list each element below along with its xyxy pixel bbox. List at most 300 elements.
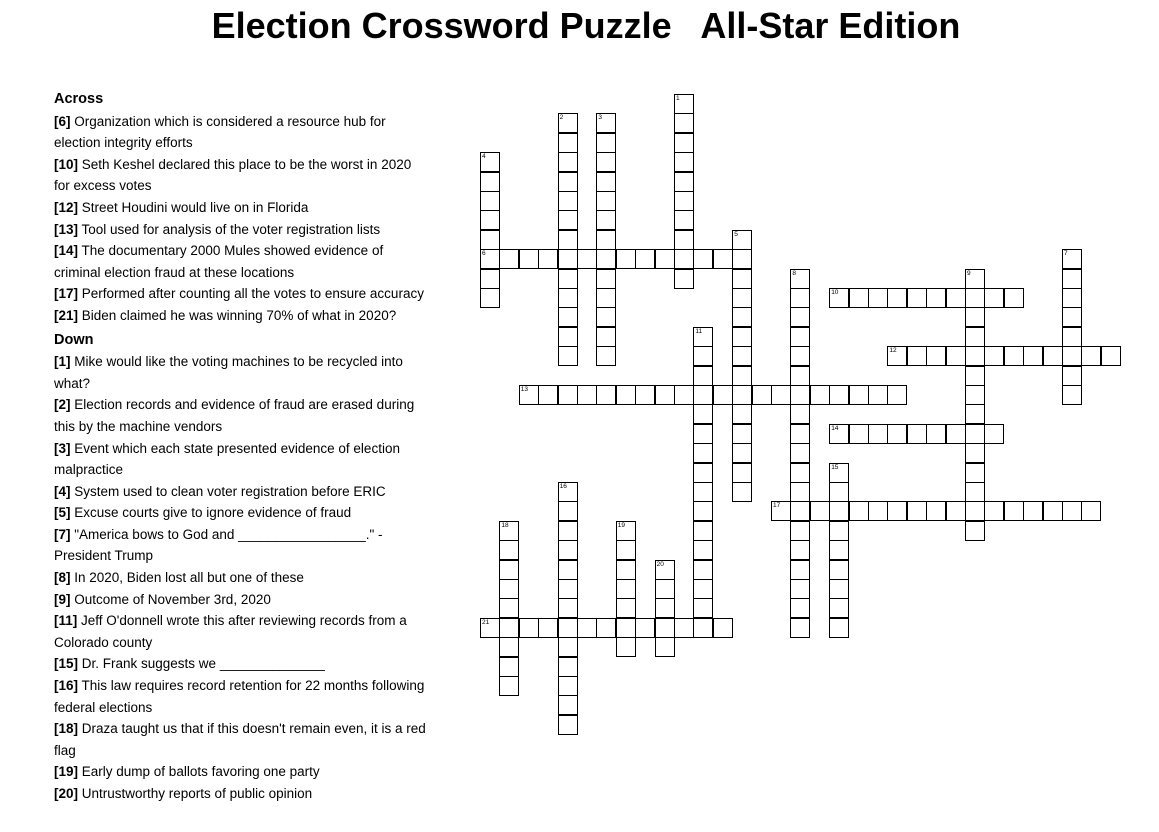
grid-cell[interactable] <box>538 249 558 269</box>
grid-cell[interactable] <box>596 288 616 308</box>
grid-cell[interactable] <box>1062 249 1082 269</box>
clue-text: Dr. Frank suggests we ______________ <box>78 656 325 672</box>
down-clues <box>54 351 430 804</box>
grid-cell[interactable] <box>596 113 616 133</box>
across-clue <box>54 111 430 154</box>
grid-cell[interactable] <box>829 424 849 444</box>
grid-cell[interactable] <box>829 482 849 502</box>
grid-cell[interactable] <box>616 249 636 269</box>
grid-cell[interactable] <box>732 249 752 269</box>
grid-cell[interactable] <box>849 385 869 405</box>
grid-cell[interactable] <box>1043 346 1063 366</box>
grid-cell[interactable] <box>480 249 500 269</box>
grid-cell[interactable] <box>480 269 500 289</box>
grid-cell[interactable] <box>596 307 616 327</box>
clue-number: [11] <box>54 613 78 629</box>
grid-cell[interactable] <box>790 443 810 463</box>
clue-number: [4] <box>54 483 71 499</box>
grid-cell[interactable] <box>829 501 849 521</box>
grid-cell[interactable] <box>693 560 713 580</box>
grid-cell[interactable] <box>499 676 519 696</box>
grid-cell[interactable] <box>829 618 849 638</box>
across-clue <box>54 305 430 327</box>
clue-text: Organization which is considered a resource hub for election integrity efforts <box>54 113 386 151</box>
grid-cell[interactable] <box>499 618 519 638</box>
grid-cell[interactable] <box>732 482 752 502</box>
grid-cell[interactable] <box>558 598 578 618</box>
grid-cell[interactable] <box>693 463 713 483</box>
grid-cell[interactable] <box>635 385 655 405</box>
grid-cell[interactable] <box>674 269 694 289</box>
grid-cell[interactable] <box>480 191 500 211</box>
grid-cell[interactable] <box>829 463 849 483</box>
grid-cell[interactable] <box>965 307 985 327</box>
grid-cell[interactable] <box>887 288 907 308</box>
grid-cell[interactable] <box>1062 385 1082 405</box>
across-heading: Across <box>54 91 104 107</box>
down-clue <box>54 610 430 653</box>
grid-cell[interactable] <box>558 307 578 327</box>
down-clue <box>54 589 430 611</box>
grid-cell[interactable] <box>790 288 810 308</box>
grid-cell[interactable] <box>480 152 500 172</box>
clue-number: [5] <box>54 505 71 521</box>
grid-cell[interactable] <box>558 618 578 638</box>
down-clue <box>54 761 430 783</box>
grid-cell[interactable] <box>616 618 636 638</box>
grid-cell[interactable] <box>732 230 752 250</box>
grid-cell[interactable] <box>771 501 791 521</box>
grid-cell[interactable] <box>693 579 713 599</box>
down-clue <box>54 718 430 761</box>
clue-text: Biden claimed he was winning 70% of what in 2020? <box>78 307 397 323</box>
grid-cell[interactable] <box>732 346 752 366</box>
grid-cell[interactable] <box>558 579 578 599</box>
clue-text: Seth Keshel declared this place to be the worst in 2020 for excess votes <box>54 156 412 194</box>
grid-cell[interactable] <box>849 501 869 521</box>
grid-cell[interactable] <box>829 540 849 560</box>
clue-text: Street Houdini would live on in Florida <box>78 199 309 215</box>
grid-cell[interactable] <box>558 540 578 560</box>
grid-cell[interactable] <box>1062 269 1082 289</box>
grid-cell[interactable] <box>1023 346 1043 366</box>
grid-cell[interactable] <box>616 579 636 599</box>
grid-cell[interactable] <box>732 463 752 483</box>
grid-cell[interactable] <box>1062 346 1082 366</box>
grid-cell[interactable] <box>965 269 985 289</box>
grid-cell[interactable] <box>674 191 694 211</box>
down-clue <box>54 394 430 437</box>
across-clue <box>54 154 430 197</box>
grid-cell[interactable] <box>558 482 578 502</box>
grid-cell[interactable] <box>965 327 985 347</box>
grid-cell[interactable] <box>558 191 578 211</box>
grid-cell[interactable] <box>732 424 752 444</box>
grid-cell[interactable] <box>790 346 810 366</box>
grid-cell[interactable] <box>926 346 946 366</box>
grid-cell[interactable] <box>732 307 752 327</box>
grid-cell[interactable] <box>965 366 985 386</box>
grid-cell[interactable] <box>655 618 675 638</box>
grid-cell[interactable] <box>713 385 733 405</box>
grid-cell[interactable] <box>907 424 927 444</box>
grid-cell[interactable] <box>693 443 713 463</box>
cell-number: 6 <box>482 250 486 258</box>
grid-cell[interactable] <box>655 385 675 405</box>
across-clue <box>54 240 430 283</box>
grid-cell[interactable] <box>732 404 752 424</box>
grid-cell[interactable] <box>713 249 733 269</box>
grid-cell[interactable] <box>965 288 985 308</box>
grid-cell[interactable] <box>674 172 694 192</box>
grid-cell[interactable] <box>674 249 694 269</box>
grid-cell[interactable] <box>655 249 675 269</box>
grid-cell[interactable] <box>790 424 810 444</box>
grid-cell[interactable] <box>480 288 500 308</box>
grid-cell[interactable] <box>907 501 927 521</box>
grid-cell[interactable] <box>616 521 636 541</box>
grid-cell[interactable] <box>693 501 713 521</box>
grid-cell[interactable] <box>790 540 810 560</box>
grid-cell[interactable] <box>693 249 713 269</box>
grid-cell[interactable] <box>965 521 985 541</box>
cell-number: 12 <box>889 347 897 355</box>
clue-text: Tool used for analysis of the voter registration lists <box>78 221 381 237</box>
grid-cell[interactable] <box>577 249 597 269</box>
grid-cell[interactable] <box>732 288 752 308</box>
grid-cell[interactable] <box>693 385 713 405</box>
grid-cell[interactable] <box>829 521 849 541</box>
grid-cell[interactable] <box>965 346 985 366</box>
grid-cell[interactable] <box>693 404 713 424</box>
grid-cell[interactable] <box>810 501 830 521</box>
grid-cell[interactable] <box>790 404 810 424</box>
grid-cell[interactable] <box>596 249 616 269</box>
down-clue <box>54 351 430 394</box>
grid-cell[interactable] <box>596 172 616 192</box>
grid-cell[interactable] <box>790 482 810 502</box>
grid-cell[interactable] <box>1081 346 1101 366</box>
grid-cell[interactable] <box>1043 501 1063 521</box>
grid-cell[interactable] <box>596 618 616 638</box>
grid-cell[interactable] <box>732 327 752 347</box>
grid-cell[interactable] <box>732 443 752 463</box>
grid-cell[interactable] <box>499 249 519 269</box>
grid-cell[interactable] <box>771 385 791 405</box>
grid-cell[interactable] <box>558 249 578 269</box>
grid-cell[interactable] <box>1101 346 1121 366</box>
grid-cell[interactable] <box>499 637 519 657</box>
clue-text: Early dump of ballots favoring one party <box>78 764 320 780</box>
across-clue <box>54 219 430 241</box>
grid-cell[interactable] <box>558 501 578 521</box>
grid-cell[interactable] <box>674 230 694 250</box>
grid-cell[interactable] <box>926 501 946 521</box>
down-clue <box>54 502 430 524</box>
grid-cell[interactable] <box>577 385 597 405</box>
grid-cell[interactable] <box>693 327 713 347</box>
grid-cell[interactable] <box>965 443 985 463</box>
grid-cell[interactable] <box>1023 501 1043 521</box>
clue-number: [10] <box>54 156 79 172</box>
across-clues <box>54 111 430 327</box>
grid-cell[interactable] <box>907 346 927 366</box>
grid-cell[interactable] <box>635 618 655 638</box>
down-heading: Down <box>54 331 94 348</box>
grid-cell[interactable] <box>674 210 694 230</box>
grid-cell[interactable] <box>965 385 985 405</box>
grid-cell[interactable] <box>829 560 849 580</box>
grid-cell[interactable] <box>596 385 616 405</box>
grid-cell[interactable] <box>596 327 616 347</box>
grid-cell[interactable] <box>577 618 597 638</box>
grid-cell[interactable] <box>887 346 907 366</box>
grid-cell[interactable] <box>616 637 636 657</box>
grid-cell[interactable] <box>810 385 830 405</box>
clue-text: Untrustworthy reports of public opinion <box>78 786 313 801</box>
down-clue <box>54 675 430 718</box>
grid-cell[interactable] <box>946 288 966 308</box>
grid-cell[interactable] <box>790 501 810 521</box>
clue-number: [20] <box>54 786 79 801</box>
grid-cell[interactable] <box>907 288 927 308</box>
grid-cell[interactable] <box>965 404 985 424</box>
grid-cell[interactable] <box>1062 327 1082 347</box>
grid-cell[interactable] <box>926 424 946 444</box>
grid-cell[interactable] <box>616 385 636 405</box>
clue-number: [1] <box>54 354 71 370</box>
grid-cell[interactable] <box>558 676 578 696</box>
cell-number: 4 <box>482 153 486 161</box>
grid-cell[interactable] <box>1004 288 1024 308</box>
grid-cell[interactable] <box>1004 501 1024 521</box>
cell-number: 18 <box>501 521 509 529</box>
grid-cell[interactable] <box>596 191 616 211</box>
across-clue <box>54 197 430 219</box>
grid-cell[interactable] <box>887 424 907 444</box>
grid-cell[interactable] <box>558 230 578 250</box>
grid-cell[interactable] <box>790 463 810 483</box>
clue-number: [13] <box>54 221 79 237</box>
grid-cell[interactable] <box>790 366 810 386</box>
grid-cell[interactable] <box>519 618 539 638</box>
grid-cell[interactable] <box>616 560 636 580</box>
grid-cell[interactable] <box>790 327 810 347</box>
grid-cell[interactable] <box>558 288 578 308</box>
clue-number: [17] <box>54 286 79 302</box>
grid-cell[interactable] <box>868 424 888 444</box>
down-clue <box>54 481 430 503</box>
grid-cell[interactable] <box>596 133 616 153</box>
grid-cell[interactable] <box>693 618 713 638</box>
down-clue <box>54 438 430 481</box>
grid-cell[interactable] <box>499 521 519 541</box>
grid-cell[interactable] <box>558 172 578 192</box>
grid-cell[interactable] <box>674 94 694 114</box>
cell-number: 11 <box>695 327 703 335</box>
grid-cell[interactable] <box>558 113 578 133</box>
cell-number: 9 <box>967 269 971 277</box>
grid-cell[interactable] <box>558 715 578 735</box>
clue-text: Election records and evidence of fraud are erased during this by the machine vendors <box>54 397 415 434</box>
grid-cell[interactable] <box>790 521 810 541</box>
grid-cell[interactable] <box>558 269 578 289</box>
grid-cell[interactable] <box>829 579 849 599</box>
grid-cell[interactable] <box>499 598 519 618</box>
grid-cell[interactable] <box>596 210 616 230</box>
grid-cell[interactable] <box>499 579 519 599</box>
clue-number: [12] <box>54 199 79 215</box>
grid-cell[interactable] <box>693 366 713 386</box>
grid-cell[interactable] <box>887 501 907 521</box>
across-clue <box>54 283 430 305</box>
cell-number: 10 <box>831 289 839 296</box>
grid-cell[interactable] <box>790 385 810 405</box>
grid-cell[interactable] <box>790 307 810 327</box>
grid-cell[interactable] <box>596 269 616 289</box>
clue-number: [8] <box>54 570 71 586</box>
grid-cell[interactable] <box>596 346 616 366</box>
grid-cell[interactable] <box>752 385 772 405</box>
grid-cell[interactable] <box>558 695 578 715</box>
grid-cell[interactable] <box>480 172 500 192</box>
clue-number: [21] <box>54 307 79 323</box>
grid-cell[interactable] <box>674 385 694 405</box>
cell-number: 1 <box>676 95 680 102</box>
grid-cell[interactable] <box>558 521 578 541</box>
grid-cell[interactable] <box>674 133 694 153</box>
grid-cell[interactable] <box>538 618 558 638</box>
cell-number: 8 <box>792 269 797 277</box>
grid-cell[interactable] <box>655 637 675 657</box>
grid-cell[interactable] <box>558 637 578 657</box>
grid-cell[interactable] <box>790 618 810 638</box>
grid-cell[interactable] <box>558 657 578 677</box>
clue-text: Excuse courts give to ignore evidence of fraud <box>70 505 352 521</box>
clue-text: The documentary 2000 Mules showed evidence of criminal election fraud at these locations <box>54 243 384 280</box>
grid-cell[interactable] <box>732 385 752 405</box>
grid-cell[interactable] <box>558 327 578 347</box>
grid-cell[interactable] <box>849 288 869 308</box>
grid-cell[interactable] <box>1062 288 1082 308</box>
grid-cell[interactable] <box>596 230 616 250</box>
grid-cell[interactable] <box>965 463 985 483</box>
grid-cell[interactable] <box>965 501 985 521</box>
clue-number: [16] <box>54 678 79 694</box>
page-title: Election Crossword Puzzle All-Star Edition <box>211 5 961 46</box>
grid-cell[interactable] <box>693 540 713 560</box>
grid-cell[interactable] <box>596 152 616 172</box>
grid-cell[interactable] <box>965 424 985 444</box>
grid-cell[interactable] <box>674 152 694 172</box>
grid-cell[interactable] <box>790 598 810 618</box>
grid-cell[interactable] <box>655 598 675 618</box>
grid-cell[interactable] <box>984 424 1004 444</box>
grid-cell[interactable] <box>538 385 558 405</box>
grid-cell[interactable] <box>558 346 578 366</box>
clue-number: [14] <box>54 243 79 259</box>
grid-cell[interactable] <box>693 521 713 541</box>
grid-cell[interactable] <box>1062 501 1082 521</box>
grid-cell[interactable] <box>499 540 519 560</box>
grid-cell[interactable] <box>868 385 888 405</box>
cell-number: 19 <box>617 521 626 529</box>
grid-cell[interactable] <box>965 482 985 502</box>
grid-cell[interactable] <box>616 540 636 560</box>
grid-cell[interactable] <box>616 598 636 618</box>
grid-cell[interactable] <box>1062 307 1082 327</box>
down-clue <box>54 524 430 567</box>
grid-cell[interactable] <box>849 424 869 444</box>
grid-cell[interactable] <box>519 249 539 269</box>
grid-cell[interactable] <box>558 152 578 172</box>
grid-cell[interactable] <box>790 560 810 580</box>
grid-cell[interactable] <box>693 482 713 502</box>
grid-cell[interactable] <box>926 288 946 308</box>
grid-cell[interactable] <box>499 560 519 580</box>
grid-cell[interactable] <box>829 385 849 405</box>
cell-number: 17 <box>773 502 781 510</box>
grid-cell[interactable] <box>674 113 694 133</box>
grid-cell[interactable] <box>519 385 539 405</box>
grid-cell[interactable] <box>655 579 675 599</box>
grid-cell[interactable] <box>713 618 733 638</box>
grid-cell[interactable] <box>946 501 966 521</box>
clue-text: Performed after counting all the votes to ensure accuracy <box>78 286 424 302</box>
grid-cell[interactable] <box>1004 346 1024 366</box>
grid-cell[interactable] <box>868 288 888 308</box>
grid-cell[interactable] <box>946 424 966 444</box>
grid-cell[interactable] <box>558 210 578 230</box>
grid-cell[interactable] <box>984 346 1004 366</box>
grid-cell[interactable] <box>558 560 578 580</box>
grid-cell[interactable] <box>946 346 966 366</box>
grid-cell[interactable] <box>829 288 849 308</box>
grid-cell[interactable] <box>693 346 713 366</box>
down-clue <box>54 783 430 805</box>
grid-cell[interactable] <box>732 269 752 289</box>
grid-cell[interactable] <box>868 501 888 521</box>
grid-cell[interactable] <box>732 366 752 386</box>
grid-cell[interactable] <box>1062 366 1082 386</box>
clue-text: Outcome of November 3rd, 2020 <box>70 591 271 607</box>
grid-cell[interactable] <box>480 230 500 250</box>
grid-cell[interactable] <box>829 598 849 618</box>
clue-text: Draza taught us that if this doesn't remain even, it is a red flag <box>54 721 426 758</box>
grid-cell[interactable] <box>674 618 694 638</box>
grid-cell[interactable] <box>984 288 1004 308</box>
grid-cell[interactable] <box>1081 501 1101 521</box>
cell-number: 20 <box>656 560 664 568</box>
grid-cell[interactable] <box>635 249 655 269</box>
grid-cell[interactable] <box>984 501 1004 521</box>
cell-number: 14 <box>831 424 839 432</box>
grid-cell[interactable] <box>480 210 500 230</box>
grid-cell[interactable] <box>558 133 578 153</box>
grid-cell[interactable] <box>499 657 519 677</box>
grid-cell[interactable] <box>790 579 810 599</box>
grid-cell[interactable] <box>558 385 578 405</box>
grid-cell[interactable] <box>655 560 675 580</box>
grid-cell[interactable] <box>693 424 713 444</box>
grid-cell[interactable] <box>790 269 810 289</box>
grid-cell[interactable] <box>480 618 500 638</box>
clue-text: This law requires record retention for 22 months following federal elections <box>54 678 425 715</box>
clue-text: "America bows to God and _________________." - President Trump <box>54 526 383 564</box>
grid-cell[interactable] <box>693 598 713 618</box>
grid-cell[interactable] <box>887 385 907 405</box>
cell-number: 13 <box>520 386 529 393</box>
